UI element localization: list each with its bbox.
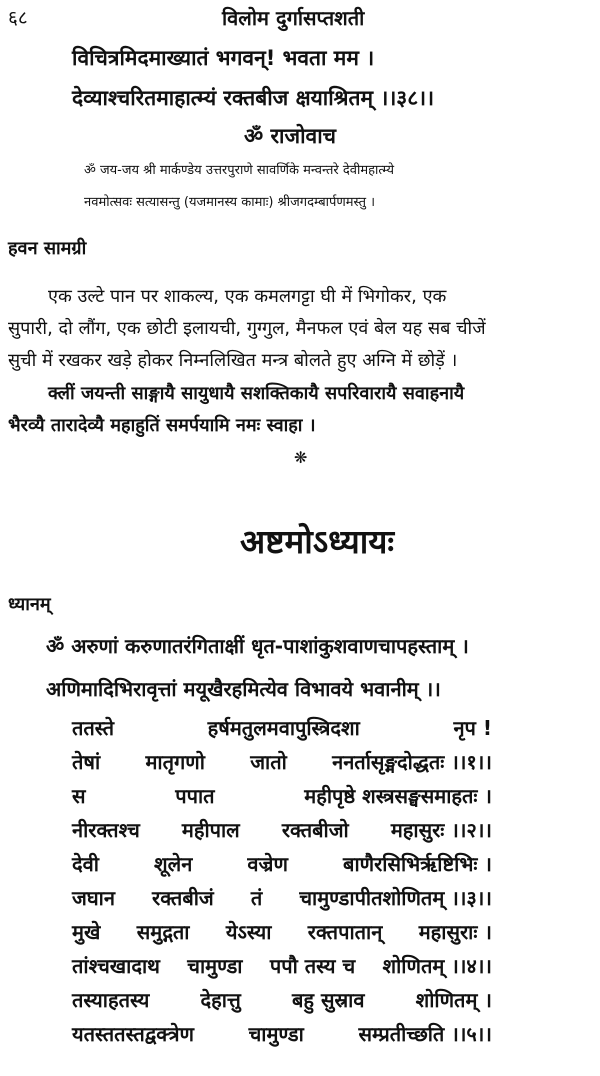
verse-word: रक्तबीजो bbox=[281, 818, 349, 842]
verse-word: हर्षमतुलमवापुस्त्रिदशा bbox=[207, 716, 360, 740]
verse-line bbox=[72, 850, 492, 877]
verse-word: रक्तबीजं bbox=[152, 886, 214, 910]
verse-word: समुद्गता bbox=[136, 920, 190, 944]
section-divider-ornament: ❋ bbox=[294, 448, 308, 467]
verse-word: महासुरः ।।२।। bbox=[390, 818, 492, 842]
verse-word: येऽस्या bbox=[225, 920, 272, 944]
verse-word: पपात bbox=[175, 784, 215, 808]
verse-word: तांश्चखादाथ bbox=[72, 954, 160, 978]
verse-word: वज्रेण bbox=[247, 852, 288, 876]
dhyanam-heading: ध्यानम् bbox=[8, 594, 51, 615]
verse-word: सम्प्रतीच्छति ।।५।। bbox=[358, 1022, 492, 1046]
verse-line bbox=[72, 816, 492, 843]
colophon-line-1: ॐ जय-जय श्री मार्कण्डेय उत्तरपुराणे सावर्णिके मन्वन्तरे देवीमहात्म्ये bbox=[84, 163, 395, 178]
colophon-line-2: नवमोत्सवः सत्यासन्तु (यजमानस्य कामाः) श्रीजगदम्बार्पणमस्तु । bbox=[84, 195, 376, 210]
verse-word: यतस्ततस्तद्वक्त्रेण bbox=[72, 1022, 194, 1046]
verse-word: ननर्तासृङ्मदोद्धतः ।।१।। bbox=[332, 750, 492, 774]
verse-word: मुखे bbox=[72, 920, 101, 944]
verse-word: बाणैरसिभिर्ऋष्टिभिः । bbox=[343, 852, 492, 876]
verse-word: रक्तपातान् bbox=[307, 920, 383, 944]
verse-line bbox=[72, 782, 492, 809]
top-verse-line-2: देव्याश्चरितमाहात्म्यं रक्तबीज क्षयाश्रितम् ।।३८।। bbox=[72, 86, 435, 110]
verse-word: जघान bbox=[72, 886, 115, 910]
dhyanam-line-2: अणिमादिभिरावृत्तां मयूखैरहमित्येव विभावये भवानीम् ।। bbox=[46, 677, 441, 701]
verse-word: चामुण्डा bbox=[187, 954, 243, 978]
havan-para-line: सुपारी, दो लौंग, एक छोटी इलायची, गुग्गुल, मैनफल एवं बेल यह सब चीजें bbox=[8, 318, 486, 339]
verse-word: महीपाल bbox=[181, 818, 240, 842]
verse-word: चामुण्डापीतशोणितम् ।।३।। bbox=[299, 886, 492, 910]
verse-word: तं bbox=[250, 886, 263, 910]
verse-word: तस्याहतस्य bbox=[72, 988, 150, 1012]
verse-word: देवी bbox=[72, 852, 99, 876]
verse-word: नीरक्तश्च bbox=[72, 818, 140, 842]
top-verse-line-1: विचित्रमिदमाख्यातं भगवन्! भवता मम । bbox=[72, 46, 375, 70]
verse-word: बहु सुस्राव bbox=[291, 988, 365, 1012]
verse-line bbox=[72, 918, 492, 945]
verse-line bbox=[72, 1020, 492, 1047]
havan-heading: हवन सामग्री bbox=[8, 238, 87, 259]
verse-word: स bbox=[72, 784, 86, 808]
verse-word: नृप ! bbox=[453, 716, 492, 740]
chapter-title: अष्टमोऽध्यायः bbox=[240, 522, 395, 561]
running-title: विलोम दुर्गासप्तशती bbox=[222, 6, 365, 30]
verse-word: जातो bbox=[250, 750, 287, 774]
havan-para-line: एक उल्टे पान पर शाकल्य, एक कमलगट्टा घी में भिगोकर, एक bbox=[48, 286, 447, 307]
verse-line bbox=[72, 884, 492, 911]
verse-word: पपौ तस्य च bbox=[269, 954, 356, 978]
verse-line bbox=[72, 714, 492, 741]
verse-word: ततस्ते bbox=[72, 716, 114, 740]
verse-word: शूलेन bbox=[154, 852, 193, 876]
verse-line bbox=[72, 748, 492, 775]
rajovacha-heading: ॐ राजोवाच bbox=[244, 124, 336, 148]
verse-word: शोणितम् । bbox=[415, 988, 492, 1012]
verse-line bbox=[72, 952, 492, 979]
havan-mantra-line: भैरव्यै तारादेव्यै महाहुतिं समर्पयामि नमः स्वाहा । bbox=[8, 415, 316, 436]
verse-line bbox=[72, 986, 492, 1013]
havan-para-line: सुची में रखकर खड़े होकर निम्नलिखित मन्त्र बोलते हुए अग्नि में छोड़ें । bbox=[8, 350, 458, 371]
verse-word: देहात्तु bbox=[200, 988, 241, 1012]
verse-word: महासुराः । bbox=[418, 920, 492, 944]
page-number: ६८ bbox=[8, 7, 28, 29]
verse-word: तेषां bbox=[72, 750, 101, 774]
havan-mantra-line: क्लीं जयन्ती साङ्गायै सायुधायै सशक्तिकायै सपरिवारायै सवाहनायै bbox=[48, 383, 465, 404]
verse-word: शोणितम् ।।४।। bbox=[382, 954, 492, 978]
dhyanam-line-1: ॐ अरुणां करुणातरंगिताक्षीं धृत-पाशांकुशवाणचापहस्ताम् । bbox=[46, 634, 469, 658]
verse-word: मातृगणो bbox=[145, 750, 205, 774]
verse-word: महीपृष्ठे शस्त्रसङ्घसमाहतः । bbox=[304, 784, 492, 808]
verse-word: चामुण्डा bbox=[248, 1022, 304, 1046]
